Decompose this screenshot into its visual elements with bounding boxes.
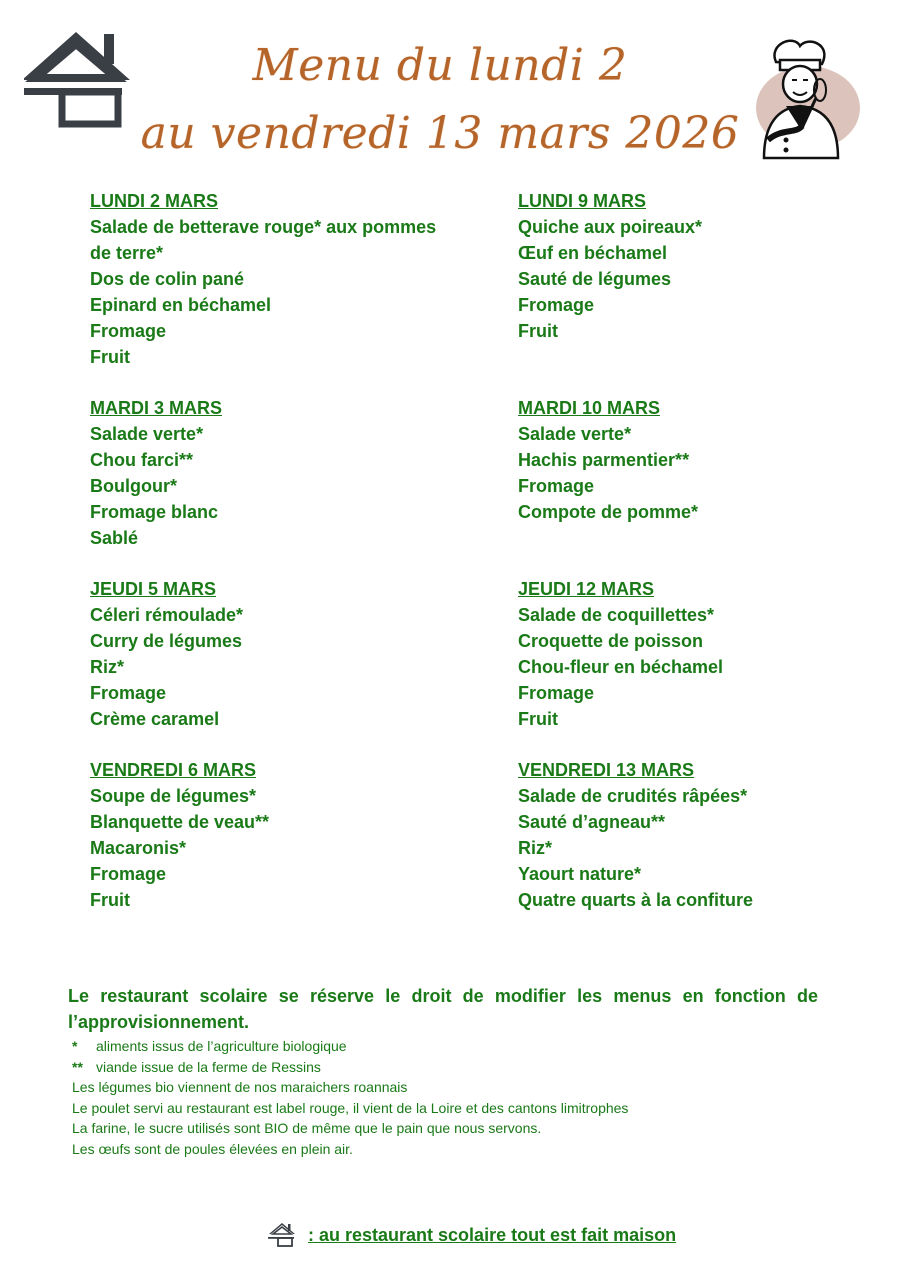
- fait-maison-house-icon: [24, 30, 130, 128]
- footnote-line: Le poulet servi au restaurant est label rouge, il vient de la Loire et des cantons limitrophes: [72, 1099, 629, 1116]
- day-label: LUNDI 9 MARS: [518, 191, 647, 211]
- day-thursday-12: [518, 576, 898, 732]
- menu-item: Fruit: [90, 347, 130, 367]
- footnote-text: aliments issus de l’agriculture biologique: [96, 1038, 347, 1054]
- menu-item: Epinard en béchamel: [90, 295, 272, 315]
- menu-item: Croquette de poisson: [518, 631, 704, 651]
- day-tuesday-10: [518, 395, 898, 525]
- day-label: MARDI 10 MARS: [518, 398, 661, 418]
- day-label: JEUDI 5 MARS: [90, 579, 217, 599]
- day-label: VENDREDI 13 MARS: [518, 760, 695, 780]
- menu-item: Salade verte*: [518, 424, 632, 444]
- menu-item: Macaronis*: [90, 838, 187, 858]
- menu-item: Quatre quarts à la confiture: [518, 890, 754, 910]
- menu-item: Chou farci**: [90, 450, 194, 470]
- chef-illustration: [738, 36, 862, 160]
- menu-item: Dos de colin pané: [90, 269, 245, 289]
- day-label: LUNDI 2 MARS: [90, 191, 219, 211]
- footer-text: : au restaurant scolaire tout est fait maison: [308, 1224, 677, 1245]
- footnote-line: Les œufs sont de poules élevées en plein air.: [72, 1140, 353, 1157]
- menu-title-line-1: Menu du lundi 2: [252, 40, 628, 91]
- footnote-line: Les légumes bio viennent de nos maraichers roannais: [72, 1079, 408, 1096]
- menu-item: Fromage blanc: [90, 502, 219, 522]
- menu-item: Œuf en béchamel: [518, 243, 668, 263]
- menu-title-line-2: au vendredi 13 mars 2026: [140, 108, 740, 159]
- day-label: JEUDI 12 MARS: [518, 579, 655, 599]
- menu-item: Blanquette de veau**: [90, 812, 270, 832]
- day-tuesday-3: [90, 395, 470, 551]
- menu-item: Soupe de légumes*: [90, 786, 257, 806]
- menu-item: Fromage: [90, 864, 167, 884]
- menu-item: Compote de pomme*: [518, 502, 699, 522]
- fait-maison-house-icon: [268, 1222, 296, 1248]
- footnotes: [72, 1036, 628, 1160]
- footnote-organic: [72, 1036, 628, 1057]
- footnote-line: La farine, le sucre utilisés sont BIO de même que le pain que nous servons.: [72, 1120, 542, 1137]
- menu-item: Sablé: [90, 528, 139, 548]
- day-monday-2: [90, 188, 470, 370]
- menu-item: Fromage: [518, 295, 595, 315]
- menu-item: Chou-fleur en béchamel: [518, 657, 724, 677]
- menu-item: Fromage: [90, 321, 167, 341]
- menu-item: Fruit: [90, 890, 130, 910]
- menu-change-notice: Le restaurant scolaire se réserve le droit de modifier les menus en fonction de l’approvisionnement.: [68, 986, 818, 1032]
- day-thursday-5: [90, 576, 470, 732]
- menu-item: Salade de crudités râpées*: [518, 786, 748, 806]
- menu-item: Salade de coquillettes*: [518, 605, 715, 625]
- footnote-meat: [72, 1057, 628, 1078]
- menu-item: Curry de légumes: [90, 631, 243, 651]
- menu-item: Fromage: [90, 683, 167, 703]
- day-label: MARDI 3 MARS: [90, 398, 223, 418]
- day-friday-6: [90, 757, 470, 913]
- footnote-symbol: **: [72, 1058, 83, 1075]
- footer-legend: [268, 1222, 676, 1248]
- day-monday-9: [518, 188, 898, 344]
- menu-item: Fruit: [518, 321, 558, 341]
- menu-item: Salade verte*: [90, 424, 204, 444]
- menu-item: Crème caramel: [90, 709, 220, 729]
- menu-item: Fromage: [518, 476, 595, 496]
- menu-item: Fruit: [518, 709, 558, 729]
- day-label: VENDREDI 6 MARS: [90, 760, 257, 780]
- menu-item: Salade de betterave rouge* aux pommes: [90, 217, 437, 237]
- menu-item: Riz*: [518, 838, 553, 858]
- menu-item: Céleri rémoulade*: [90, 605, 244, 625]
- footnote-symbol: *: [72, 1038, 78, 1054]
- menu-item: Sauté d’agneau**: [518, 812, 666, 832]
- menu-item: Quiche aux poireaux*: [518, 217, 703, 237]
- menu-item: Fromage: [518, 683, 595, 703]
- menu-item: de terre*: [90, 243, 164, 263]
- day-friday-13: [518, 757, 898, 913]
- menu-item: Boulgour*: [90, 476, 177, 496]
- menu-item: Yaourt nature*: [518, 864, 642, 884]
- menu-item: Riz*: [90, 657, 125, 677]
- footnote-text: viande issue de la ferme de Ressins: [96, 1058, 321, 1075]
- menu-item: Hachis parmentier**: [518, 450, 690, 470]
- menu-item: Sauté de légumes: [518, 269, 672, 289]
